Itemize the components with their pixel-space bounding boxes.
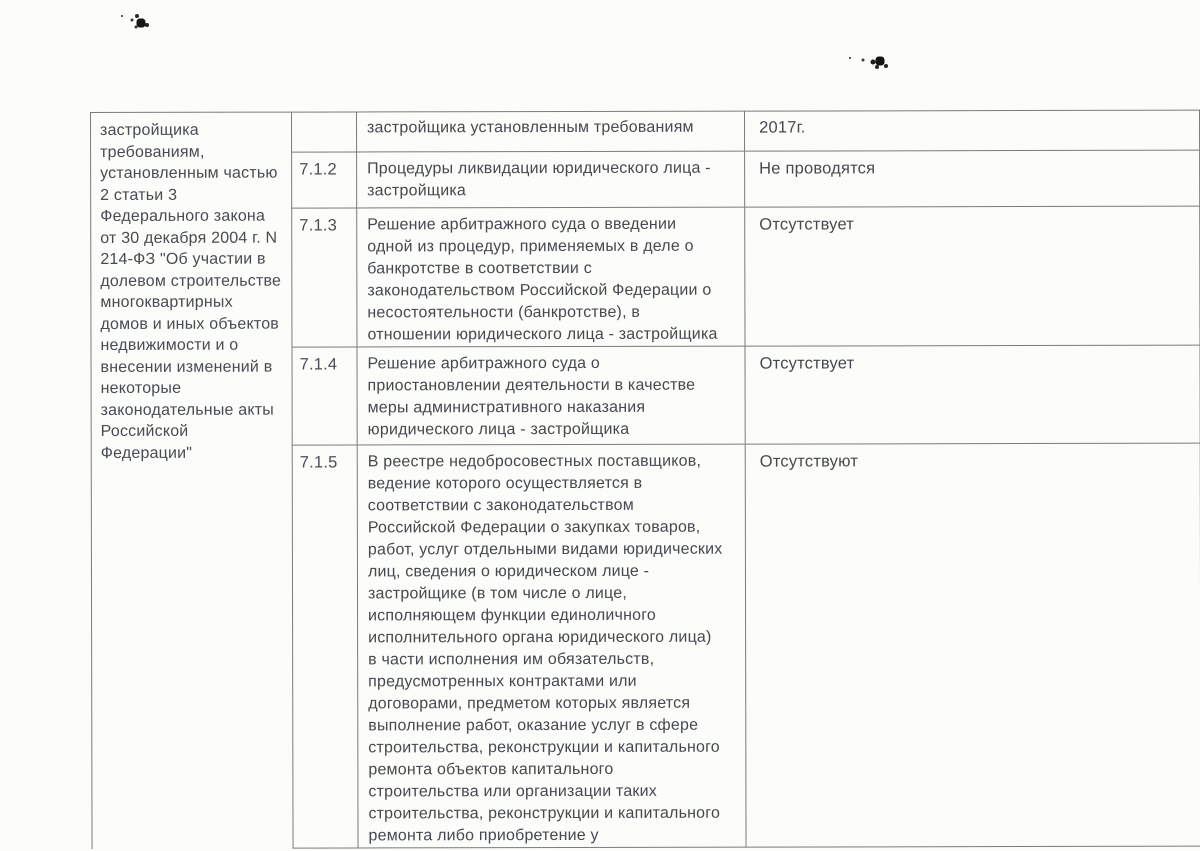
row-number-cell: 7.1.5	[292, 445, 358, 848]
table-row	[91, 110, 1200, 152]
row-number-cell: 7.1.4	[292, 347, 357, 445]
status-cell: Отсутствует	[745, 206, 1200, 346]
requirement-cell: Решение арбитражного суда о приостановлении деятельности в качестве меры административного наказания юридического лица - застройщика	[357, 346, 745, 445]
status-cell: Не проводятся	[745, 150, 1200, 207]
requirement-cell: Процедуры ликвидации юридического лица - застройщика	[357, 151, 745, 208]
compliance-table	[90, 110, 1200, 849]
status-cell: 2017г.	[745, 110, 1200, 151]
requirement-cell: Решение арбитражного суда о введении одной из процедур, применяемых в деле о банкротстве в соответствии с законодательством Российской Федерации о несостоятельности (банкротстве), в отношении юридического лица - застройщика	[357, 207, 745, 347]
requirement-cell: застройщика установленным требованиям	[356, 111, 744, 152]
status-cell: Отсутствует	[745, 345, 1200, 444]
status-cell: Отсутствуют	[745, 443, 1200, 847]
ink-blot-icon	[121, 15, 123, 17]
row-number-cell: 7.1.3	[292, 208, 357, 347]
row-number-cell	[292, 112, 357, 152]
row-number-cell: 7.1.2	[292, 152, 357, 208]
requirement-cell: В реестре недобросовестных поставщиков, ведение которого осуществляется в соответствии с законодательством Российской Федерации о закупках товаров, работ, услуг отдельными видами юридических лиц, сведения о юридическом лице - застройщике (в том числе о лице, исполняющем функции единоличного исполнительного органа юридического лица) в части исполнения им обязательств, предусмотренных контрактами или договорами, предметом которых является выполнение работ, оказание услуг в сфере строительства, реконструкции и капитального ремонта объектов капитального строительства или организации таких строительства, реконструкции и капитального ремонта либо приобретение у	[357, 444, 746, 848]
ink-blot-icon	[849, 57, 851, 59]
carryover-text-cell: застройщика требованиям, установленным частью 2 статьи 3 Федерального закона от 30 декабря 2004 г. N 214-ФЗ "Об участии в долевом строительстве многоквартирных домов и иных объектов недвижимости и о внесении изменений в некоторые законодательные акты Российской Федерации"	[91, 112, 294, 848]
